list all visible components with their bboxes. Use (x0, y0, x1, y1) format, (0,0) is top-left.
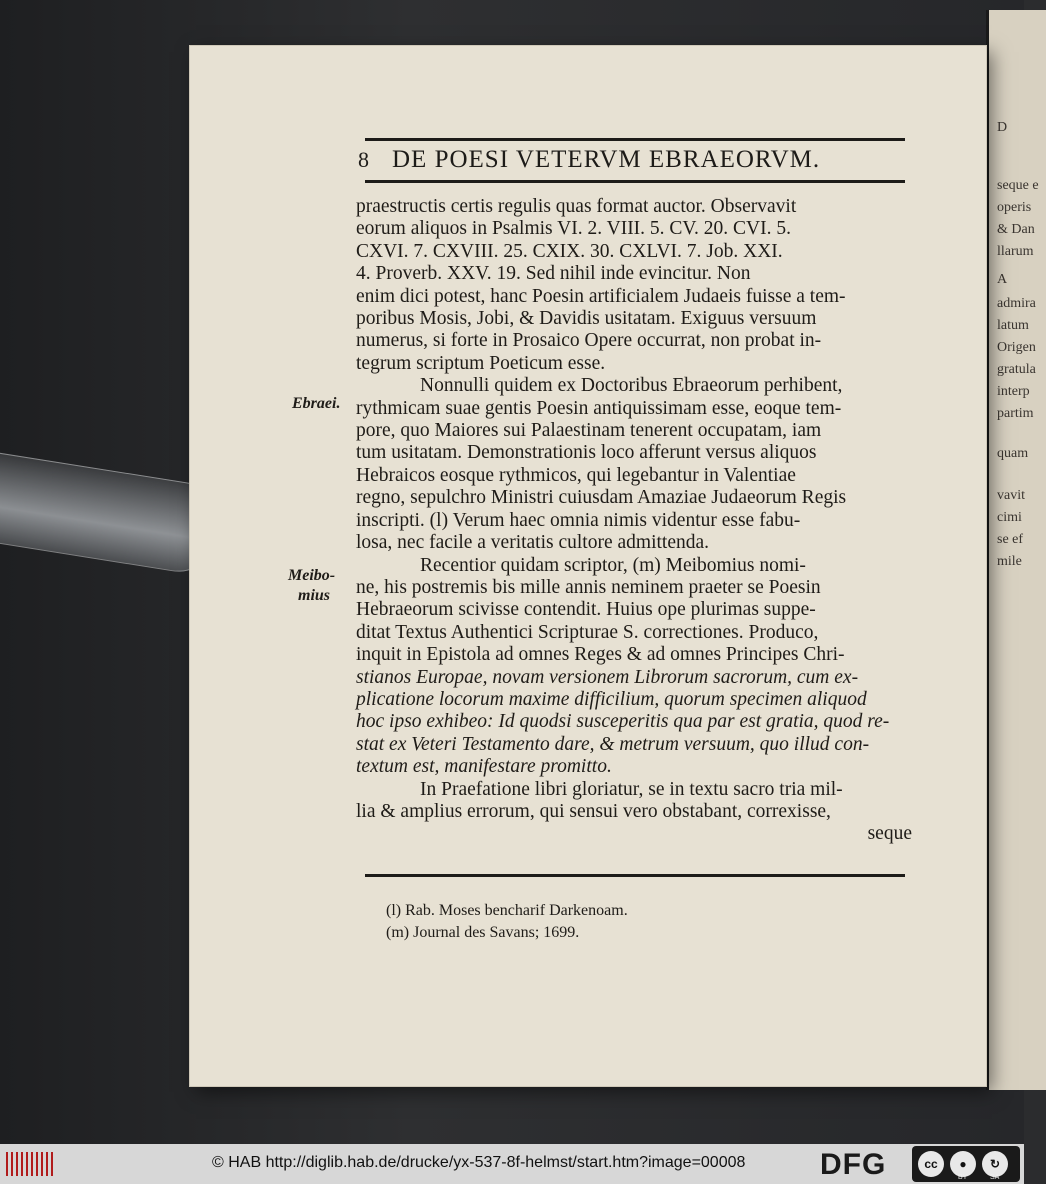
text-line: rythmicam suae gentis Poesin antiquissimam esse, eoque tem- (356, 397, 842, 419)
cc-label-sa: SA (990, 1174, 1000, 1181)
text-line: hoc ipso exhibeo: Id quodsi susceperitis qua par est gratia, quod re- (356, 711, 890, 733)
text-line: ditat Textus Authentici Scripturae S. correctiones. Produco, (356, 621, 819, 643)
facing-page-edge (986, 10, 1046, 1090)
catchword: seque (867, 823, 912, 845)
facing-page-fragment: interp (997, 384, 1030, 399)
viewer-footer (0, 1144, 1024, 1184)
margin-note-ebraei: Ebraei. (292, 395, 341, 412)
by-attribution-icon: ● (950, 1151, 976, 1177)
text-line: pore, quo Maiores sui Palaestinam tenerent occupatam, iam (356, 420, 822, 442)
text-line: Recentior quidam scriptor, (m) Meibomius nomi- (420, 554, 806, 576)
text-line: lia & amplius errorum, qui sensui vero obstabant, correxisse, (356, 800, 831, 822)
cc-license-badge[interactable] (912, 1146, 1020, 1182)
text-line: inscripti. (l) Verum haec omnia nimis videntur esse fabu- (356, 509, 801, 531)
text-line: losa, nec facile a veritatis cultore admittenda. (356, 532, 710, 554)
footnote-l: (l) Rab. Moses bencharif Darkenoam. (386, 902, 628, 919)
text-line: eorum aliquos in Psalmis VI. 2. VIII. 5. CV. 20. CVI. 5. (356, 218, 791, 240)
footnote-m: (m) Journal des Savans; 1699. (386, 924, 580, 941)
text-line: 4. Proverb. XXV. 19. Sed nihil inde evincitur. Non (356, 263, 751, 285)
facing-page-fragment: latum (997, 318, 1029, 333)
cc-icon: cc (918, 1151, 944, 1177)
text-line: textum est, manifestare promitto. (356, 756, 612, 778)
body-text (356, 196, 912, 846)
header-rule-bottom (365, 180, 905, 183)
facing-page-fragment: cimi (997, 510, 1022, 525)
facing-page-fragment: vavit (997, 488, 1025, 503)
footnotes (386, 900, 628, 944)
cc-label-by: BY (958, 1174, 968, 1181)
margin-note-meibomius-2: mius (298, 587, 331, 604)
text-line: Hebraicos eosque rythmicos, qui legebantur in Valentiae (356, 464, 796, 486)
facing-page-fragment: se ef (997, 532, 1024, 547)
facing-page-fragment: seque e (997, 178, 1039, 193)
text-line: tum usitatam. Demonstrationis loco afferunt versus aliquos (356, 442, 817, 464)
facing-page-fragment: operis (997, 200, 1032, 215)
facing-page-fragment: llarum (997, 244, 1034, 259)
text-line: stianos Europae, novam versionem Librorum sacrorum, cum ex- (356, 666, 859, 688)
running-header (358, 146, 918, 174)
facing-page-fragment: partim (997, 406, 1034, 421)
hab-logo-icon[interactable] (6, 1152, 53, 1176)
facing-page-fragment: mile (997, 554, 1022, 569)
text-line: stat ex Veteri Testamento dare, & metrum versuum, quo illud con- (356, 733, 870, 755)
dfg-logo[interactable]: DFG (820, 1148, 887, 1181)
running-head-title: DE POESI VETERVM EBRAEORVM. (392, 146, 821, 173)
text-line: ne, his postremis bis mille annis neminem praeter se Poesin (356, 576, 821, 598)
header-rule-top (365, 138, 905, 141)
text-line: CXVI. 7. CXVIII. 25. CXIX. 30. CXLVI. 7. Job. XXI. (356, 240, 783, 262)
footnote-rule (365, 874, 905, 877)
text-line: regno, sepulchro Ministri cuiusdam Amaziae Judaeorum Regis (356, 487, 847, 509)
facing-page-fragment: A (997, 272, 1008, 287)
facing-page-fragment: Origen (997, 340, 1036, 355)
margin-note-meibomius-1: Meibo- (288, 567, 336, 584)
facing-page-fragment: admira (997, 296, 1036, 311)
text-line: inquit in Epistola ad omnes Reges & ad omnes Principes Chri- (356, 644, 845, 666)
text-line: praestructis certis regulis quas format auctor. Observavit (356, 196, 797, 217)
text-line: In Praefatione libri gloriatur, se in textu sacro tria mil- (420, 778, 843, 800)
text-line: tegrum scriptum Poeticum esse. (356, 352, 606, 374)
facing-page-fragment: quam (997, 446, 1029, 461)
share-alike-icon: ↻ (982, 1151, 1008, 1177)
text-line: Nonnulli quidem ex Doctoribus Ebraeorum perhibent, (420, 375, 843, 397)
text-line: numerus, si forte in Prosaico Opere occurrat, non probat in- (356, 330, 822, 352)
source-url-link[interactable]: © HAB http://diglib.hab.de/drucke/yx-537-8f-helmst/start.htm?image=00008 (212, 1154, 746, 1171)
facing-page-fragment: & Dan (997, 222, 1035, 237)
facing-page-fragment: gratula (997, 362, 1036, 377)
page-number: 8 (358, 147, 370, 172)
facing-page-fragment: D (997, 120, 1008, 135)
text-line: enim dici potest, hanc Poesin artificialem Judaeis fuisse a tem- (356, 285, 846, 307)
text-line: plicatione locorum maxime difficilium, quorum specimen aliquod (356, 688, 867, 710)
text-line: poribus Mosis, Jobi, & Davidis usitatam. Exiguus versuum (356, 308, 817, 330)
text-line: Hebraeorum scivisse contendit. Huius ope plurimas suppe- (356, 599, 816, 621)
